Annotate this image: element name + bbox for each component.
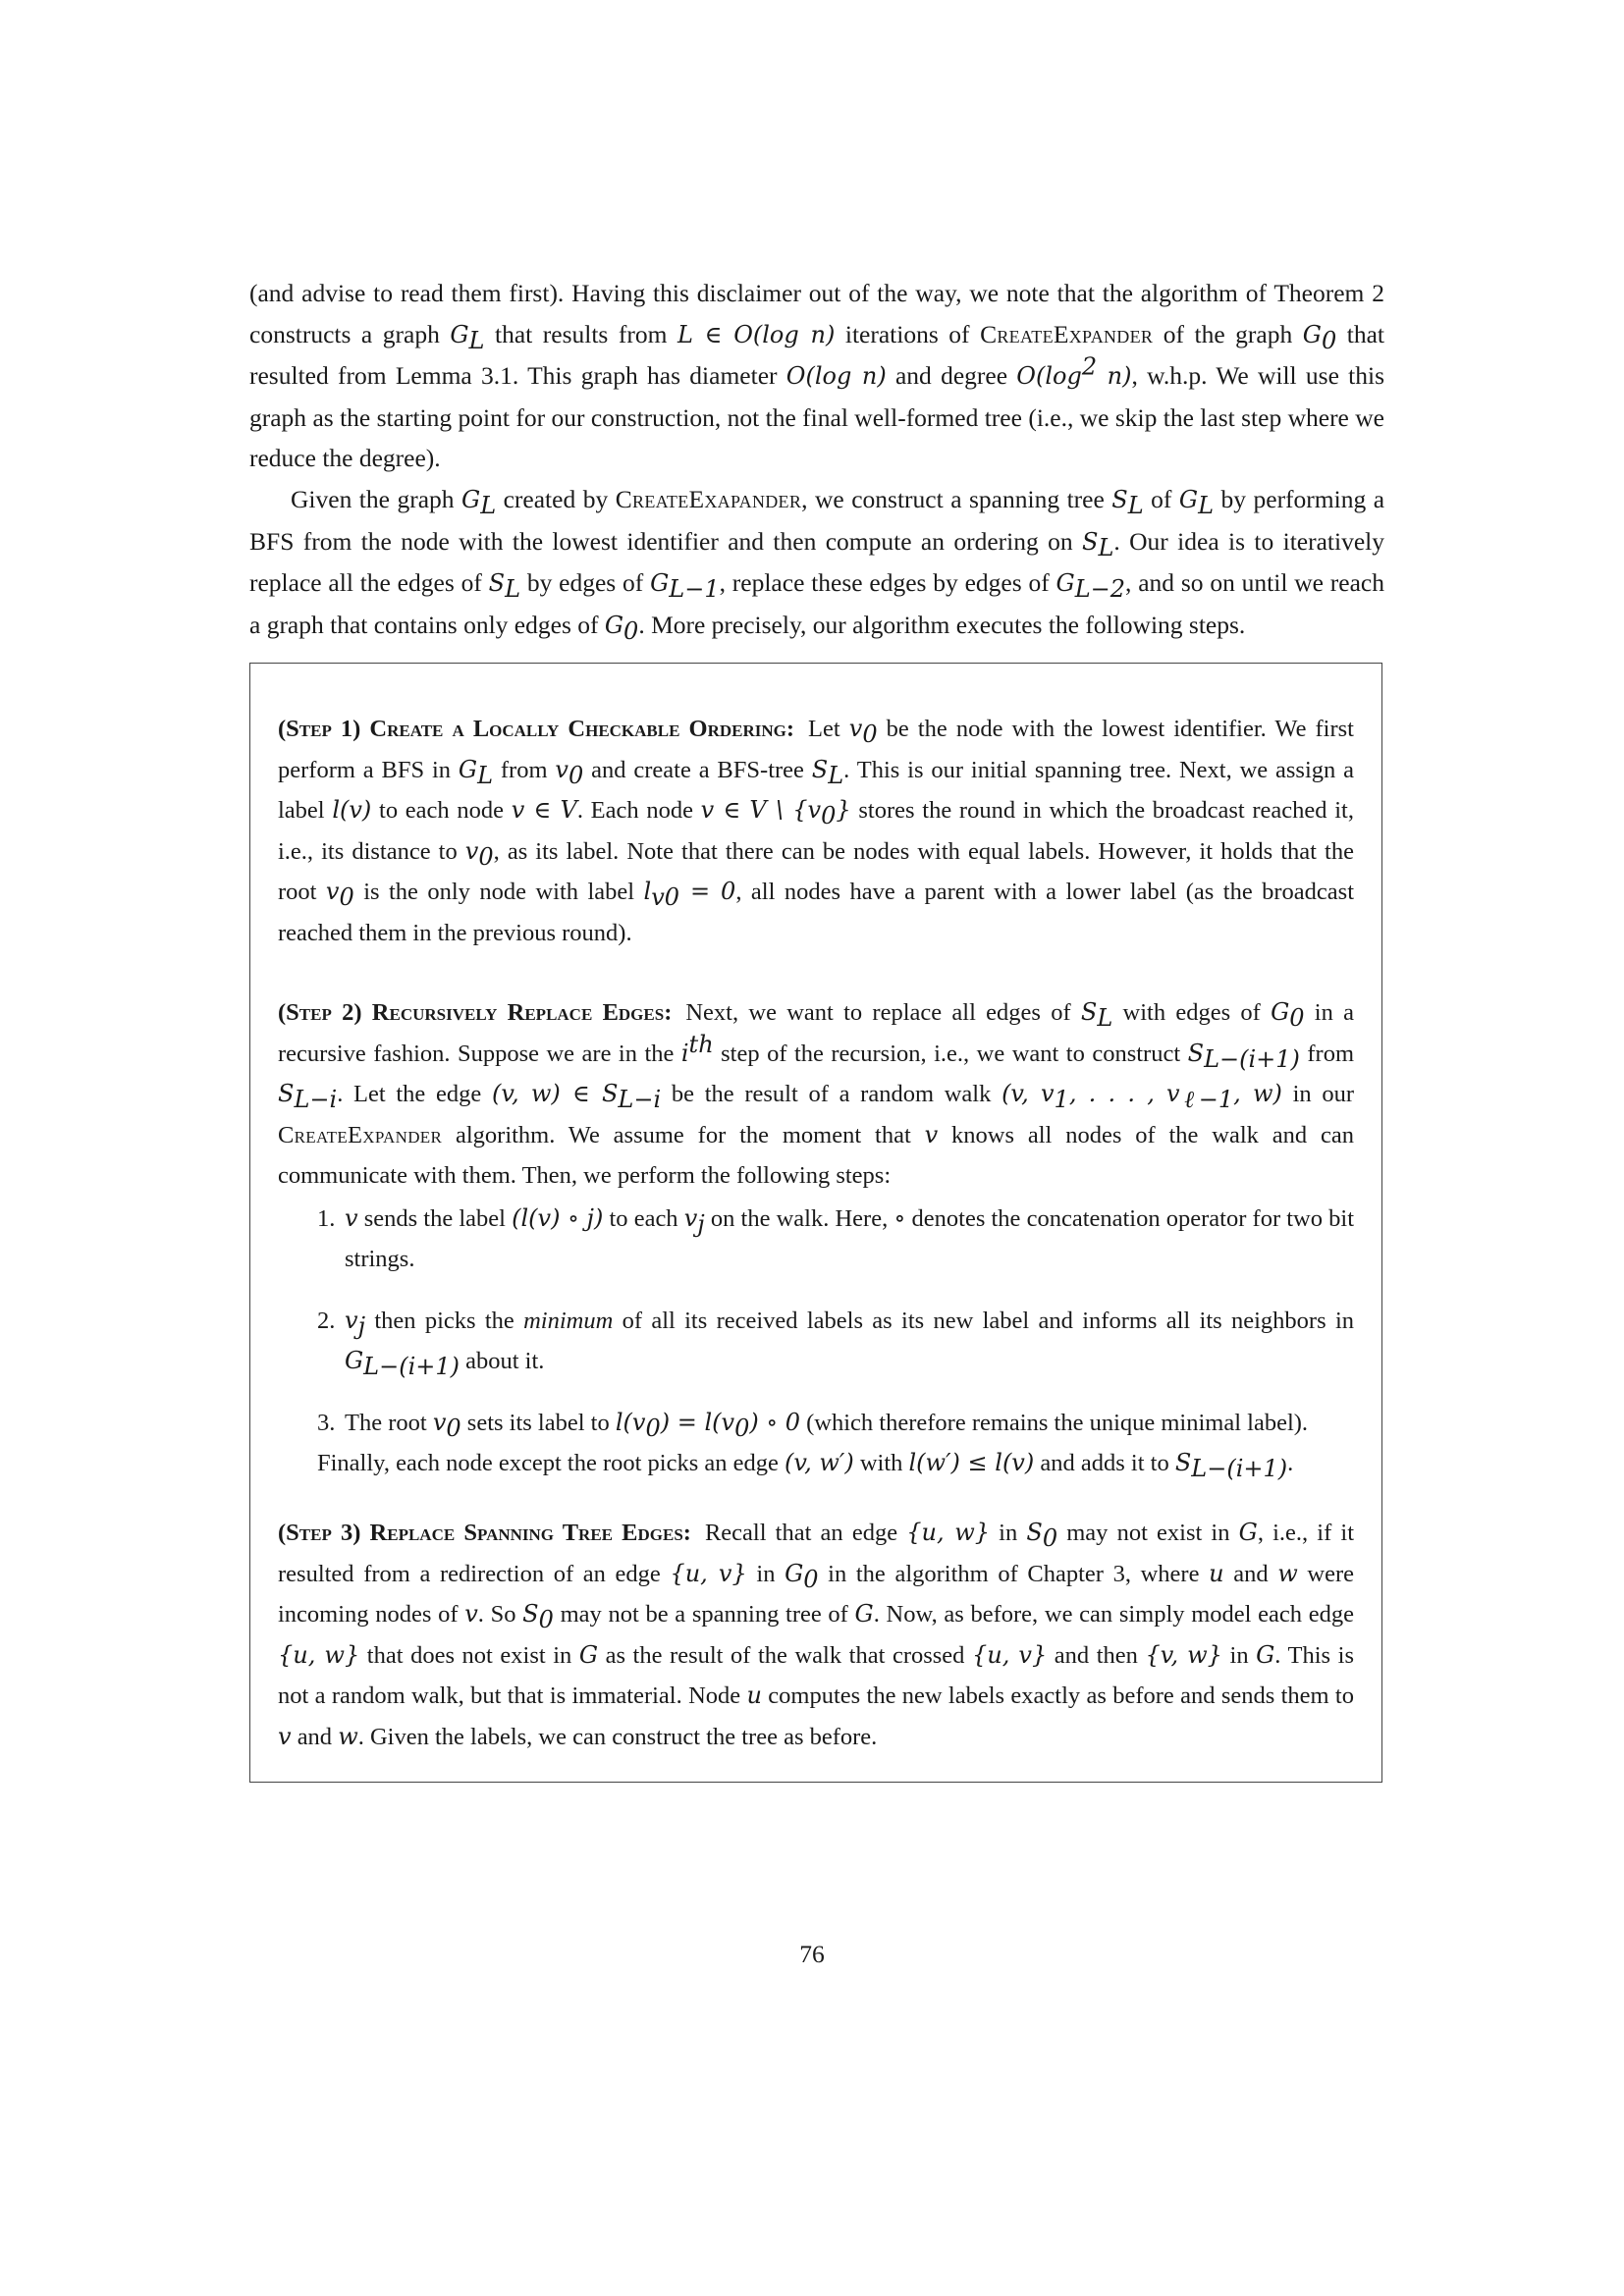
list-number: 3. xyxy=(317,1409,336,1436)
step-1-heading: (Step 1) Create a Locally Checkable Ordering: xyxy=(278,716,795,742)
step-2-finally: Finally, each node except the root picks an edge (v, w′) with l(w′) ≤ l(v) and adds it to $S_{L-(i+1)}$. xyxy=(317,1449,1294,1482)
step-2-list xyxy=(278,1199,1354,1444)
step-2 xyxy=(278,992,1354,1484)
list-item: 3. The root $v_0$ sets its label to $l(v_0) = l(v_0)$ ∘ 0 (which therefore remains the unique minimal label). xyxy=(278,1403,1354,1444)
step-2-intro: (Step 2) Recursively Replace Edges: Next, we want to replace all edges of $S_L$ with edges of $G_0$ in a recursive fashion. Suppose we are in the $i^{th}$ step of the recursion, i.e., we want to construct $S_{L-(i+1)}$ from $S_{L-i}$. Let the edge (v, w) ∈ $S_{L-i}$ be the result of a random walk (v, $v_1$, . . . , $v_{\ell-1}$, w) in our CreateExpander algorithm. We assume for the moment that v knows all nodes of the walk and can communicate with them. Then, we perform the following steps: xyxy=(278,998,1355,1189)
paragraph-spanning-tree xyxy=(249,479,1384,646)
step-1: (Step 1) Create a Locally Checkable Ordering: Let $v_0$ be the node with the lowest identifier. We first perform a BFS in $G_L$ from $v_0$ and create a BFS-tree $S_L$. This is our initial spanning tree. Next, we assign a label l(v) to each node v ∈ V. Each node v ∈ V \ $\{v_0\}$ stores the round in which the broadcast reached it, i.e., its distance to $v_0$, as its label. Note that there can be nodes with equal labels. However, it holds that the root $v_0$ is the only node with label $l_{v0} = 0$, all nodes have a parent with a lower label (as the broadcast reached them in the previous round). xyxy=(278,715,1355,946)
paragraph-text: Given the graph $G_L$ created by CreateExapander, we construct a spanning tree $S_L$ of $G_L$ by performing a BFS from the node with the lowest identifier and then compute an ordering on $S_L$. Our idea is to iteratively replace all the edges of $S_L$ by edges of $G_{L-1}$, replace these edges by edges of $G_{L-2}$, and so on until we reach a graph that contains only edges of $G_0$. More precisely, our algorithm executes the following steps. xyxy=(249,485,1385,645)
paragraph-intro xyxy=(249,273,1384,479)
algorithm-box xyxy=(249,663,1382,1783)
list-number: 1. xyxy=(317,1204,336,1232)
list-number: 2. xyxy=(317,1307,336,1334)
list-item: 1. v sends the label (l(v) ∘ j) to each $v_j$ on the walk. Here, ∘ denotes the concatenation operator for two bit strings. xyxy=(278,1199,1354,1280)
step-2-heading: (Step 2) Recursively Replace Edges: xyxy=(278,999,673,1026)
list-item: 2. $v_j$ then picks the minimum of all its received labels as its new label and informs all its neighbors in $G_{L-(i+1)}$ about it. xyxy=(278,1301,1354,1382)
step-3-heading: (Step 3) Replace Spanning Tree Edges: xyxy=(278,1520,691,1546)
paragraph-text: (and advise to read them first). Having this disclaimer out of the way, we note that the algorithm of Theorem 2 constructs a graph $G_L$ that results from L ∈ O(log n) iterations of CreateExpander of the graph $G_0$ that resulted from Lemma 3.1. This graph has diameter O(log n) and degree $O(\log^2$ n), w.h.p. We will use this graph as the starting point for our construction, not the final well-formed tree (i.e., we skip the last step where we reduce the degree). xyxy=(249,279,1385,472)
step-3: (Step 3) Replace Spanning Tree Edges: Recall that an edge {u, w} in $S_0$ may not exist in G, i.e., if it resulted from a redirection of an edge {u, v} in $G_0$ in the algorithm of Chapter 3, where u and w were incoming nodes of v. So $S_0$ may not be a spanning tree of G. Now, as before, we can simply model each edge {u, w} that does not exist in G as the result of the walk that crossed {u, v} and then {v, w} in G. This is not a random walk, but that is immaterial. Node u computes the new labels exactly as before and sends them to v and w. Given the labels, we can construct the tree as before. xyxy=(278,1519,1355,1750)
page-number: 76 xyxy=(799,1940,825,1968)
